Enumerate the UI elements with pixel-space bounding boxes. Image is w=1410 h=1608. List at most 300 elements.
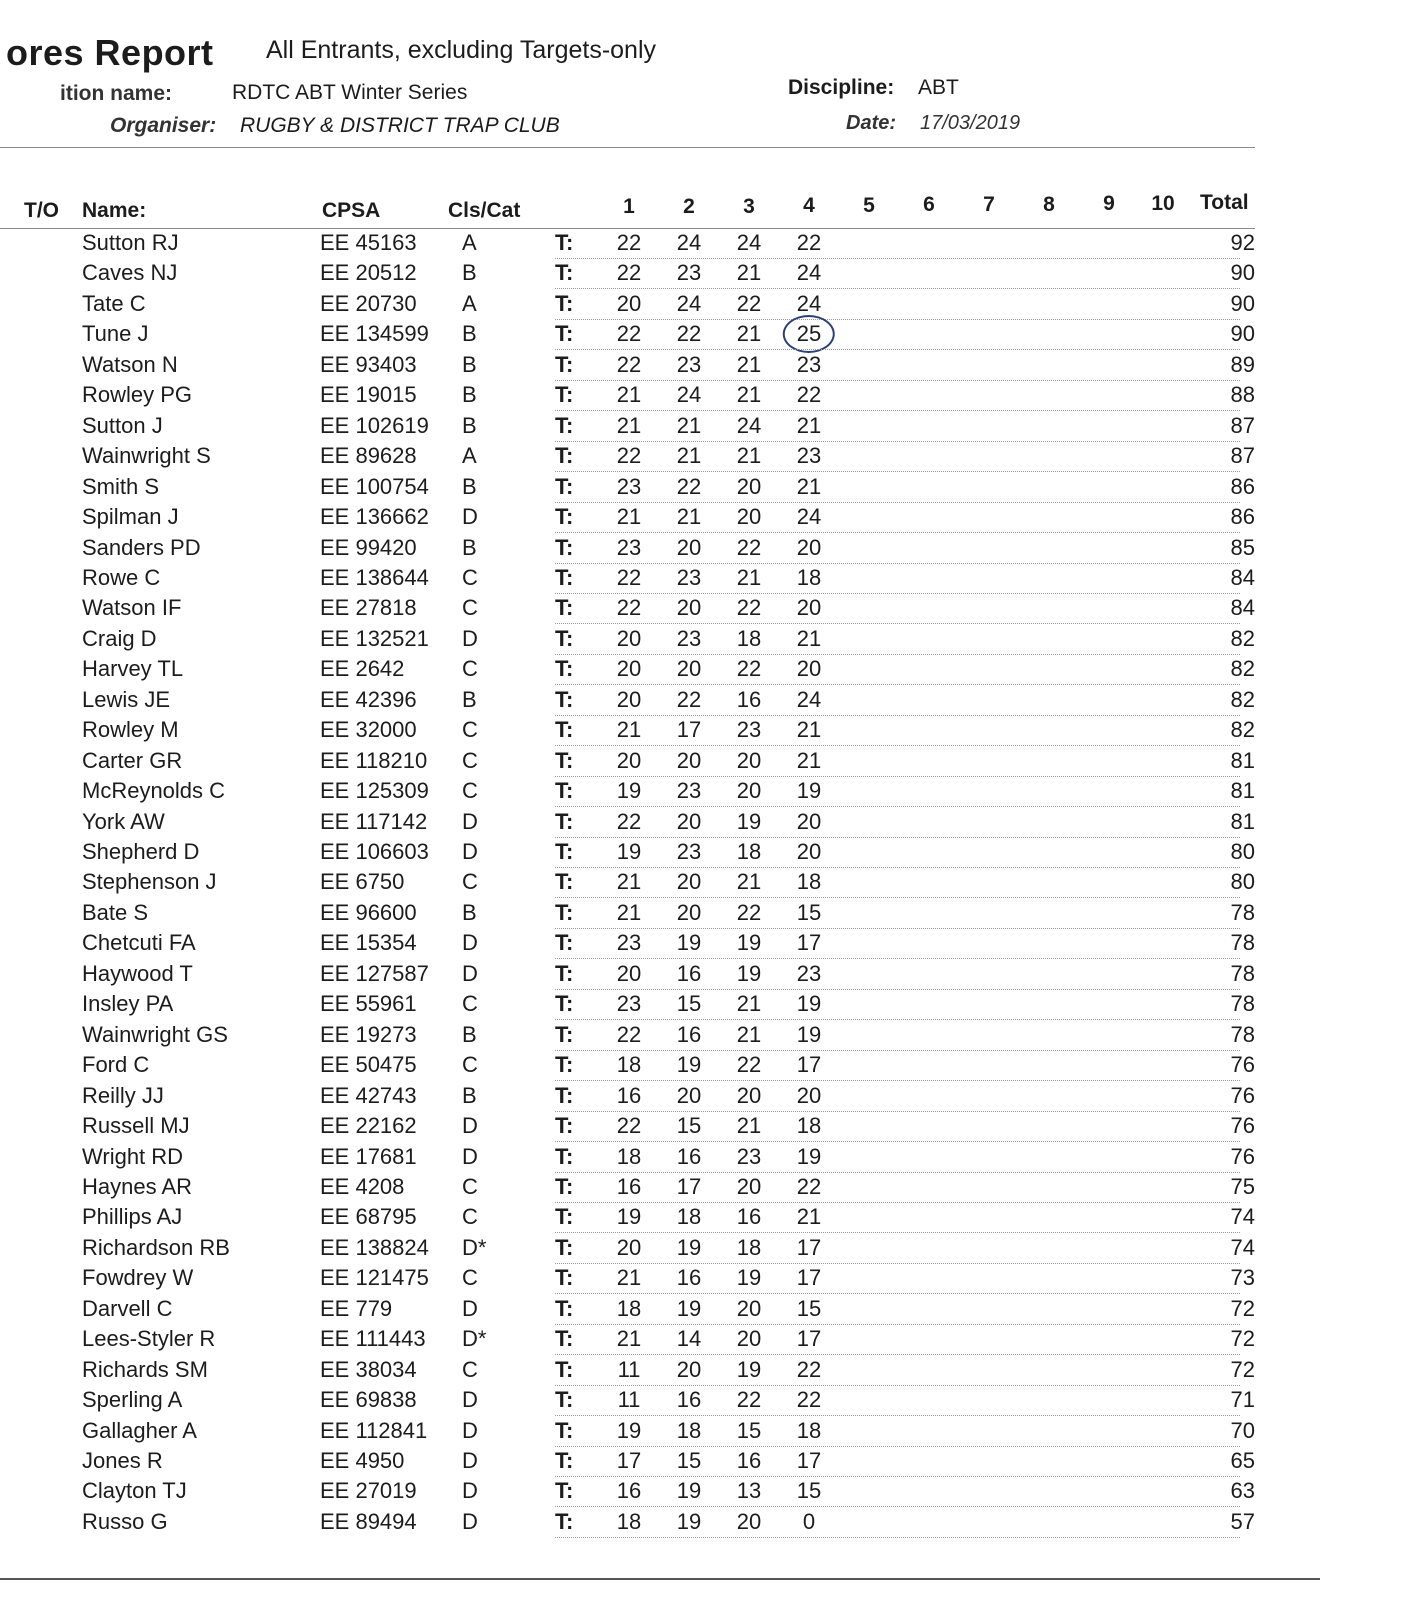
header-stand-5: 5 [863, 194, 875, 217]
class-category: B [462, 412, 477, 438]
header-stand-10: 10 [1151, 192, 1175, 215]
cpsa-number: EE 125309 [320, 778, 429, 804]
targets-label: T: [555, 321, 574, 347]
class-category: C [462, 1204, 478, 1230]
header-total: Total [1200, 191, 1249, 214]
stand-score: 19 [736, 1265, 762, 1291]
stand-score: 17 [796, 1052, 822, 1078]
stand-score: 16 [676, 1143, 702, 1169]
class-category: B [462, 321, 477, 347]
stand-score: 19 [796, 991, 822, 1017]
stand-score: 20 [736, 778, 762, 804]
stand-score: 24 [796, 260, 822, 286]
targets-label: T: [555, 290, 574, 316]
total-score: 87 [1230, 412, 1255, 438]
discipline-label: Discipline: [788, 76, 895, 99]
stand-score: 24 [676, 382, 702, 408]
stand-score: 22 [616, 808, 642, 834]
table-row [0, 1172, 1300, 1202]
entrant-name: Wright RD [82, 1143, 184, 1169]
table-row [0, 928, 1300, 958]
class-category: C [462, 1265, 478, 1291]
cpsa-number: EE 121475 [320, 1265, 429, 1291]
class-category: C [462, 747, 478, 773]
entrant-name: Watson N [82, 351, 178, 377]
table-row [0, 502, 1300, 532]
targets-label: T: [555, 869, 574, 895]
targets-label: T: [555, 1387, 574, 1413]
class-category: C [462, 656, 478, 682]
targets-label: T: [555, 1234, 574, 1260]
table-row [0, 319, 1300, 349]
targets-label: T: [555, 1417, 574, 1443]
total-score: 72 [1230, 1356, 1255, 1382]
cpsa-number: EE 89494 [320, 1508, 417, 1534]
stand-score: 15 [676, 1448, 702, 1473]
stand-score: 23 [676, 778, 702, 804]
table-row [0, 563, 1300, 593]
stand-score: 17 [616, 1448, 642, 1473]
targets-label: T: [555, 960, 574, 986]
stand-score: 14 [676, 1326, 702, 1352]
total-score: 88 [1230, 382, 1255, 408]
class-category: D* [462, 1234, 487, 1260]
table-row [0, 533, 1300, 563]
stand-score: 21 [616, 504, 642, 530]
header-stand-3: 3 [743, 195, 755, 218]
stand-score: 16 [676, 1021, 702, 1047]
stand-score: 21 [796, 473, 822, 499]
date-value: 17/03/2019 [920, 112, 1021, 134]
stand-score: 20 [616, 625, 642, 651]
table-row [0, 1446, 1300, 1476]
stand-score: 15 [676, 991, 702, 1017]
total-score: 90 [1230, 321, 1255, 347]
cpsa-number: EE 45163 [320, 230, 417, 255]
stand-score: 17 [796, 930, 822, 956]
entrant-name: Craig D [82, 625, 157, 651]
stand-score: 22 [616, 595, 642, 621]
table-row [0, 989, 1300, 1019]
total-score: 85 [1230, 534, 1255, 560]
entrant-name: Darvell C [82, 1295, 173, 1321]
stand-score: 16 [676, 960, 702, 986]
class-category: C [462, 1173, 478, 1199]
total-score: 78 [1230, 1021, 1255, 1047]
stand-score: 21 [616, 869, 642, 895]
class-category: D [462, 808, 478, 834]
targets-label: T: [555, 1265, 574, 1291]
class-category: B [462, 899, 477, 925]
stand-score: 23 [796, 351, 822, 377]
table-row [0, 350, 1300, 380]
stand-score: 17 [796, 1234, 822, 1260]
header-name: Name: [82, 199, 147, 222]
table-row [0, 441, 1300, 471]
stand-score: 20 [616, 656, 642, 682]
stand-score: 22 [736, 534, 762, 560]
stand-score: 21 [736, 351, 762, 377]
total-score: 82 [1230, 717, 1255, 743]
stand-score: 18 [616, 1295, 642, 1321]
stand-score: 17 [676, 717, 702, 743]
stand-score: 20 [736, 473, 762, 499]
date-label: Date: [846, 112, 897, 134]
total-score: 57 [1230, 1508, 1255, 1534]
table-row [0, 1142, 1300, 1172]
stand-score: 19 [676, 930, 702, 956]
stand-score: 19 [616, 1204, 642, 1230]
stand-score: 18 [796, 564, 822, 590]
stand-score: 18 [736, 625, 762, 651]
table-row [0, 898, 1300, 928]
table-row [0, 593, 1300, 623]
total-score: 78 [1230, 899, 1255, 925]
stand-score: 25 [797, 319, 821, 349]
table-row [0, 411, 1300, 441]
stand-score: 18 [616, 1508, 642, 1534]
cpsa-number: EE 19273 [320, 1021, 417, 1047]
header-stand-8: 8 [1043, 193, 1055, 216]
stand-score: 20 [676, 1356, 702, 1382]
cpsa-number: EE 134599 [320, 321, 429, 347]
total-score: 82 [1230, 656, 1255, 682]
stand-score: 19 [676, 1478, 702, 1504]
stand-score: 23 [676, 564, 702, 590]
stand-score: 18 [796, 1113, 822, 1139]
header-stand-7: 7 [983, 193, 995, 216]
total-score: 86 [1230, 504, 1255, 530]
stand-score: 24 [736, 230, 762, 255]
stand-score: 24 [796, 504, 822, 530]
targets-label: T: [555, 717, 574, 743]
stand-score: 21 [736, 260, 762, 286]
table-row [0, 1263, 1300, 1293]
header-stand-4: 4 [803, 194, 815, 217]
entrant-name: Sutton RJ [82, 230, 179, 255]
entrant-name: Ford C [82, 1052, 150, 1078]
stand-score: 19 [616, 1417, 642, 1443]
stand-score: 20 [676, 747, 702, 773]
header-to: T/O [24, 199, 59, 222]
total-score: 84 [1230, 595, 1255, 621]
stand-score: 19 [796, 1021, 822, 1047]
total-score: 76 [1230, 1082, 1255, 1108]
targets-label: T: [555, 504, 574, 530]
entrant-name: Stephenson J [82, 869, 217, 895]
entrant-name: Russell MJ [82, 1113, 190, 1139]
stand-score: 21 [796, 412, 822, 438]
stand-score: 22 [796, 382, 822, 408]
cpsa-number: EE 68795 [320, 1204, 417, 1230]
stand-score: 22 [616, 351, 642, 377]
stand-score: 19 [676, 1052, 702, 1078]
class-category: D [462, 504, 478, 530]
stand-score: 23 [736, 717, 762, 743]
stand-score: 22 [736, 595, 762, 621]
stand-score: 22 [796, 1387, 822, 1413]
stand-score: 17 [796, 1448, 822, 1473]
stand-score: 21 [796, 747, 822, 773]
entrant-name: Rowley PG [82, 382, 193, 408]
total-score: 82 [1230, 686, 1255, 712]
targets-label: T: [555, 899, 574, 925]
stand-score: 21 [616, 717, 642, 743]
class-category: C [462, 1052, 478, 1078]
total-score: 78 [1230, 991, 1255, 1017]
total-score: 73 [1230, 1265, 1255, 1291]
header-cls: Cls/Cat [448, 199, 521, 222]
stand-score: 19 [736, 930, 762, 956]
cpsa-number: EE 69838 [320, 1387, 417, 1413]
stand-score: 22 [736, 1387, 762, 1413]
class-category: D [462, 1387, 478, 1413]
entrant-name: Wainwright GS [82, 1021, 228, 1047]
total-score: 92 [1230, 230, 1255, 255]
class-category: C [462, 869, 478, 895]
entrant-name: Sutton J [82, 412, 163, 438]
class-category: C [462, 1356, 478, 1382]
entrant-name: Richards SM [82, 1356, 208, 1382]
cpsa-number: EE 138824 [320, 1234, 429, 1260]
cpsa-number: EE 4208 [320, 1173, 405, 1199]
stand-score: 22 [616, 564, 642, 590]
stand-score: 18 [796, 1417, 822, 1443]
total-score: 71 [1230, 1387, 1255, 1413]
targets-label: T: [555, 260, 574, 286]
stand-score: 21 [796, 1204, 822, 1230]
stand-score: 24 [676, 230, 702, 255]
stand-score: 16 [616, 1082, 642, 1108]
entrant-name: Haywood T [82, 960, 193, 986]
entrant-name: Fowdrey W [82, 1265, 194, 1291]
competition-label: ition name: [60, 82, 173, 105]
stand-score: 22 [736, 656, 762, 682]
stand-score: 17 [796, 1265, 822, 1291]
stand-score: 22 [736, 290, 762, 316]
table-row [0, 289, 1300, 319]
targets-label: T: [555, 1356, 574, 1382]
table-row [0, 1294, 1300, 1324]
total-score: 90 [1230, 260, 1255, 286]
cpsa-number: EE 15354 [320, 930, 417, 956]
stand-score: 20 [676, 595, 702, 621]
cpsa-number: EE 55961 [320, 991, 417, 1017]
stand-score: 23 [796, 443, 822, 469]
stand-score: 21 [676, 504, 702, 530]
stand-score: 19 [796, 1143, 822, 1169]
total-score: 72 [1230, 1326, 1255, 1352]
cpsa-number: EE 42396 [320, 686, 417, 712]
stand-score: 24 [796, 686, 822, 712]
total-score: 80 [1230, 839, 1255, 864]
cpsa-number: EE 22162 [320, 1113, 417, 1139]
stand-score: 15 [736, 1417, 762, 1443]
class-category: C [462, 595, 478, 621]
stand-score: 19 [736, 960, 762, 986]
class-category: D [462, 1295, 478, 1321]
entrant-name: Smith S [82, 473, 160, 499]
entrant-name: Rowley M [82, 717, 179, 743]
cpsa-number: EE 6750 [320, 869, 405, 895]
stand-score: 21 [736, 564, 762, 590]
class-category: A [462, 290, 477, 316]
stand-score: 23 [676, 839, 702, 864]
total-score: 81 [1230, 778, 1255, 804]
stand-score: 22 [796, 1173, 822, 1199]
table-row [0, 380, 1300, 410]
stand-score: 21 [736, 443, 762, 469]
stand-score: 21 [616, 1265, 642, 1291]
stand-score: 16 [616, 1173, 642, 1199]
cpsa-number: EE 20730 [320, 290, 417, 316]
entrant-name: Gallagher A [82, 1417, 197, 1443]
targets-label: T: [555, 1326, 574, 1352]
stand-score: 22 [736, 899, 762, 925]
stand-score: 19 [616, 839, 642, 864]
targets-label: T: [555, 1052, 574, 1078]
stand-score: 23 [676, 260, 702, 286]
class-category: A [462, 443, 477, 469]
cpsa-number: EE 4950 [320, 1448, 405, 1473]
class-category: D [462, 1478, 478, 1504]
header-stand-2: 2 [683, 195, 695, 218]
table-row [0, 1202, 1300, 1232]
class-category: D [462, 1448, 478, 1473]
stand-score: 21 [616, 1326, 642, 1352]
stand-score: 21 [616, 412, 642, 438]
targets-label: T: [555, 564, 574, 590]
total-score: 78 [1230, 930, 1255, 956]
header-stand-6: 6 [923, 193, 935, 216]
stand-score: 20 [616, 747, 642, 773]
stand-score: 18 [616, 1143, 642, 1169]
stand-score: 20 [736, 1082, 762, 1108]
stand-score: 24 [736, 412, 762, 438]
stand-score: 24 [676, 290, 702, 316]
report-title: ores Report [6, 32, 214, 73]
targets-label: T: [555, 1113, 574, 1139]
stand-score: 19 [736, 1356, 762, 1382]
targets-label: T: [555, 778, 574, 804]
targets-label: T: [555, 351, 574, 377]
stand-score: 16 [736, 686, 762, 712]
class-category: B [462, 1021, 477, 1047]
total-score: 80 [1230, 869, 1255, 895]
cpsa-number: EE 27818 [320, 595, 417, 621]
stand-score: 21 [796, 717, 822, 743]
total-score: 82 [1230, 625, 1255, 651]
table-row [0, 1020, 1300, 1050]
cpsa-number: EE 20512 [320, 260, 417, 286]
stand-score: 20 [736, 504, 762, 530]
stand-score: 21 [736, 1021, 762, 1047]
stand-score: 0 [802, 1508, 816, 1534]
header-cpsa: CPSA [322, 199, 381, 222]
stand-score: 16 [676, 1265, 702, 1291]
stand-score: 21 [676, 443, 702, 469]
class-category: D [462, 960, 478, 986]
table-row [0, 837, 1300, 867]
stand-score: 17 [676, 1173, 702, 1199]
table-row [0, 867, 1300, 897]
stand-score: 21 [736, 1113, 762, 1139]
row-divider [555, 1537, 1240, 1538]
stand-score: 20 [796, 808, 822, 834]
table-row [0, 624, 1300, 654]
entrant-name: Russo G [82, 1508, 168, 1534]
stand-score: 22 [676, 321, 702, 347]
table-row [0, 959, 1300, 989]
targets-label: T: [555, 808, 574, 834]
total-score: 75 [1230, 1173, 1255, 1199]
entrant-name: Jones R [82, 1448, 163, 1473]
stand-score: 18 [676, 1204, 702, 1230]
total-score: 70 [1230, 1417, 1255, 1443]
total-score: 65 [1230, 1448, 1255, 1473]
entrant-name: Harvey TL [82, 656, 184, 682]
stand-score: 19 [796, 778, 822, 804]
table-row [0, 1233, 1300, 1263]
class-category: D [462, 1417, 478, 1443]
targets-label: T: [555, 839, 574, 864]
stand-score: 20 [796, 839, 822, 864]
total-score: 78 [1230, 960, 1255, 986]
total-score: 63 [1230, 1478, 1255, 1504]
stand-score: 21 [796, 625, 822, 651]
stand-score: 20 [796, 534, 822, 560]
stand-score: 20 [796, 656, 822, 682]
table-row [0, 746, 1300, 776]
stand-score: 23 [736, 1143, 762, 1169]
class-category: D [462, 930, 478, 956]
stand-score: 20 [736, 1326, 762, 1352]
targets-label: T: [555, 991, 574, 1017]
stand-score: 11 [617, 1356, 641, 1382]
cpsa-number: EE 136662 [320, 504, 429, 530]
targets-label: T: [555, 382, 574, 408]
cpsa-number: EE 117142 [320, 808, 428, 834]
targets-label: T: [555, 1508, 574, 1534]
stand-score: 19 [676, 1508, 702, 1534]
table-row [0, 1355, 1300, 1385]
total-score: 76 [1230, 1143, 1255, 1169]
class-category: B [462, 686, 477, 712]
targets-label: T: [555, 230, 574, 255]
total-score: 74 [1230, 1204, 1255, 1230]
cpsa-number: EE 32000 [320, 717, 417, 743]
class-category: D [462, 1113, 478, 1139]
organiser-label: Organiser: [110, 114, 217, 137]
total-score: 87 [1230, 443, 1255, 469]
organiser-name: RUGBY & DISTRICT TRAP CLUB [240, 114, 560, 137]
entrant-name: Lewis JE [82, 686, 171, 712]
entrant-name: Tate C [82, 290, 146, 316]
entrant-name: Lees-Styler R [82, 1326, 216, 1352]
entrant-name: Caves NJ [82, 260, 178, 286]
stand-score: 20 [736, 1173, 762, 1199]
discipline-value: ABT [918, 76, 959, 99]
class-category: A [462, 230, 477, 255]
table-row [0, 1507, 1300, 1537]
stand-score: 23 [676, 625, 702, 651]
cpsa-number: EE 27019 [320, 1478, 417, 1504]
targets-label: T: [555, 1021, 574, 1047]
entrant-name: Spilman J [82, 504, 179, 530]
targets-label: T: [555, 1478, 574, 1504]
cpsa-number: EE 19015 [320, 382, 417, 408]
stand-score: 21 [736, 991, 762, 1017]
